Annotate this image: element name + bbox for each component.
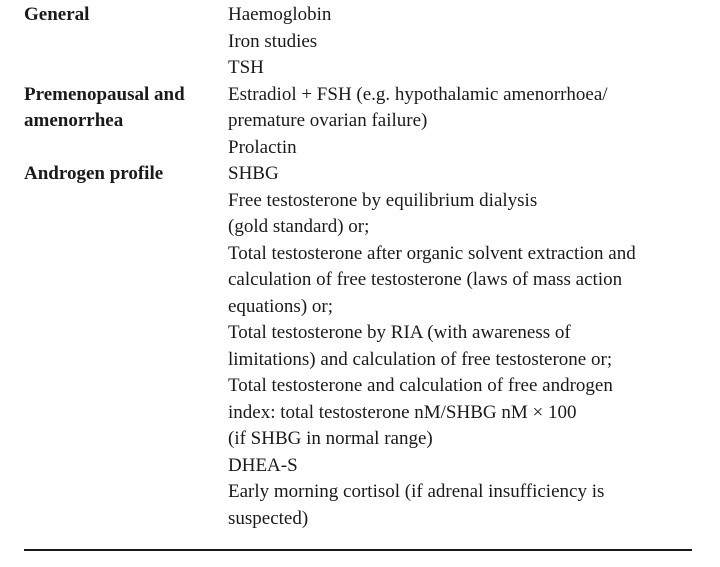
label-line: General — [24, 4, 90, 25]
section-androgen-profile — [24, 161, 694, 532]
value-line: Total testosterone by RIA (with awareness of — [228, 322, 571, 343]
section-label — [24, 82, 228, 162]
section-values — [228, 82, 694, 162]
value-line: Early morning cortisol (if adrenal insufficiency is — [228, 481, 605, 502]
value-line: TSH — [228, 57, 264, 78]
value-line: Free testosterone by equilibrium dialysis — [228, 189, 538, 211]
table-bottom-rule — [24, 549, 692, 551]
value-line: suspected) — [228, 507, 309, 529]
section-premenopausal — [24, 82, 694, 162]
value-line: DHEA-S — [228, 454, 298, 476]
value-line: premature ovarian failure) — [228, 110, 428, 131]
value-line: calculation of free testosterone (laws of mass action — [228, 269, 623, 290]
label-line: Premenopausal and — [24, 83, 185, 105]
section-values — [228, 2, 694, 82]
value-line: Total testosterone and calculation of free androgen — [228, 375, 613, 396]
value-line: (if SHBG in normal range) — [228, 428, 433, 449]
value-line: Prolactin — [228, 136, 297, 158]
value-line: SHBG — [228, 163, 279, 184]
value-line: Estradiol + FSH (e.g. hypothalamic amenorrhoea/ — [228, 83, 608, 105]
label-line: Androgen profile — [24, 163, 164, 184]
value-line: Haemoglobin — [228, 4, 332, 25]
label-line: amenorrhea — [24, 110, 124, 131]
section-values — [228, 161, 694, 532]
value-line: limitations) and calculation of free testosterone or; — [228, 348, 613, 370]
section-label — [24, 161, 228, 532]
investigations-table — [24, 2, 694, 532]
section-general — [24, 2, 694, 82]
value-line: index: total testosterone nM/SHBG nM × 100 — [228, 401, 577, 423]
value-line: equations) or; — [228, 295, 334, 317]
value-line: Total testosterone after organic solvent extraction and — [228, 242, 636, 264]
section-label — [24, 2, 228, 82]
value-line: (gold standard) or; — [228, 216, 370, 237]
value-line: Iron studies — [228, 30, 318, 52]
